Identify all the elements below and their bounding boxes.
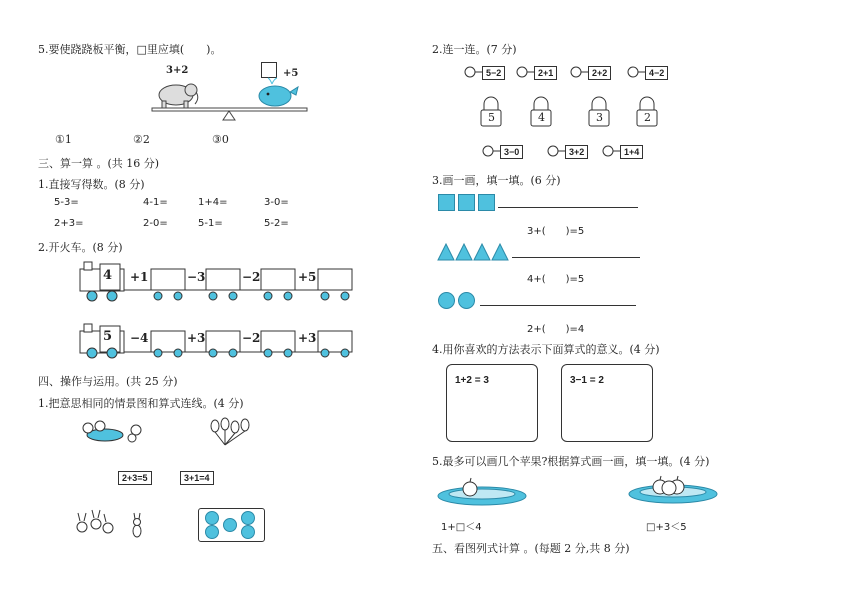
key-label: 3+2 [565, 145, 588, 159]
section4-title: 四、操作与运用。(共 25 分) [38, 375, 178, 388]
train2-op: +3 [187, 331, 206, 345]
q1-title: 1.直接写得数。(8 分) [38, 178, 145, 191]
seesaw-right-label: +5 [283, 68, 299, 79]
train2-op: −4 [130, 331, 149, 345]
match-equation: 2+3=5 [118, 471, 152, 485]
key-label: 1+4 [620, 145, 643, 159]
q5-option-1: ①1 [55, 133, 72, 146]
fill-equation: 3+( )=5 [527, 226, 585, 237]
match-equation: 3+1=4 [180, 471, 214, 485]
r-q2-title: 2.连一连。(7 分) [432, 43, 517, 56]
key-label: 2+1 [534, 66, 557, 80]
calc-item: 2+3= [54, 218, 84, 229]
apple-icon [653, 476, 684, 495]
seesaw-left-label: 3+2 [166, 65, 189, 76]
r-q3-title: 3.画一画，填一填。(6 分) [432, 174, 561, 187]
train1-op: +5 [298, 270, 317, 284]
train2-start: 5 [103, 329, 113, 344]
inequality: □+3＜5 [646, 522, 687, 533]
q5-option-2: ②2 [133, 133, 150, 146]
fill-equation: 4+( )=5 [527, 274, 585, 285]
calc-item: 5-1= [198, 218, 223, 229]
key-label: 2+2 [588, 66, 611, 80]
calc-item: 4-1= [143, 197, 168, 208]
q4-1-title: 1.把意思相同的情景图和算式连线。(4 分) [38, 397, 244, 410]
inequality: 1+□＜4 [441, 522, 482, 533]
lock-number: 3 [596, 111, 603, 124]
section5-title: 五、看图列式计算 。(每题 2 分,共 8 分) [432, 542, 630, 555]
r-q4-title: 4.用你喜欢的方法表示下面算式的意义。(4 分) [432, 343, 660, 356]
train1-start: 4 [103, 268, 113, 283]
r-q5-title: 5.最多可以画几个苹果?根据算式画一画，填一填。(4 分) [432, 455, 710, 468]
train1-op: +1 [130, 270, 149, 284]
q5-option-3: ③0 [212, 133, 229, 146]
key-label: 4−2 [645, 66, 668, 80]
train2-op: −2 [242, 331, 261, 345]
lock-number: 4 [538, 111, 545, 124]
q2-train-title: 2.开火车。(8 分) [38, 241, 123, 254]
train2-op: +3 [298, 331, 317, 345]
q5-title: 5.要使跷跷板平衡，□里应填( )。 [38, 43, 222, 56]
apple-icon [463, 478, 477, 496]
train1-op: −2 [242, 270, 261, 284]
key-label: 3−0 [500, 145, 523, 159]
calc-item: 1+4= [198, 197, 228, 208]
card-equation: 3−1 = 2 [570, 375, 604, 386]
lock-number: 5 [488, 111, 495, 124]
plate-icon [438, 487, 526, 505]
section3-title: 三、算一算 。(共 16 分) [38, 157, 160, 170]
calc-item: 5-2= [264, 218, 289, 229]
train1-op: −3 [187, 270, 206, 284]
lock-number: 2 [644, 111, 651, 124]
fill-equation: 2+( )=4 [527, 324, 585, 335]
calc-item: 2-0= [143, 218, 168, 229]
calc-item: 5-3= [54, 197, 79, 208]
calc-item: 3-0= [264, 197, 289, 208]
card-equation: 1+2 = 3 [455, 375, 489, 386]
key-label: 5−2 [482, 66, 505, 80]
